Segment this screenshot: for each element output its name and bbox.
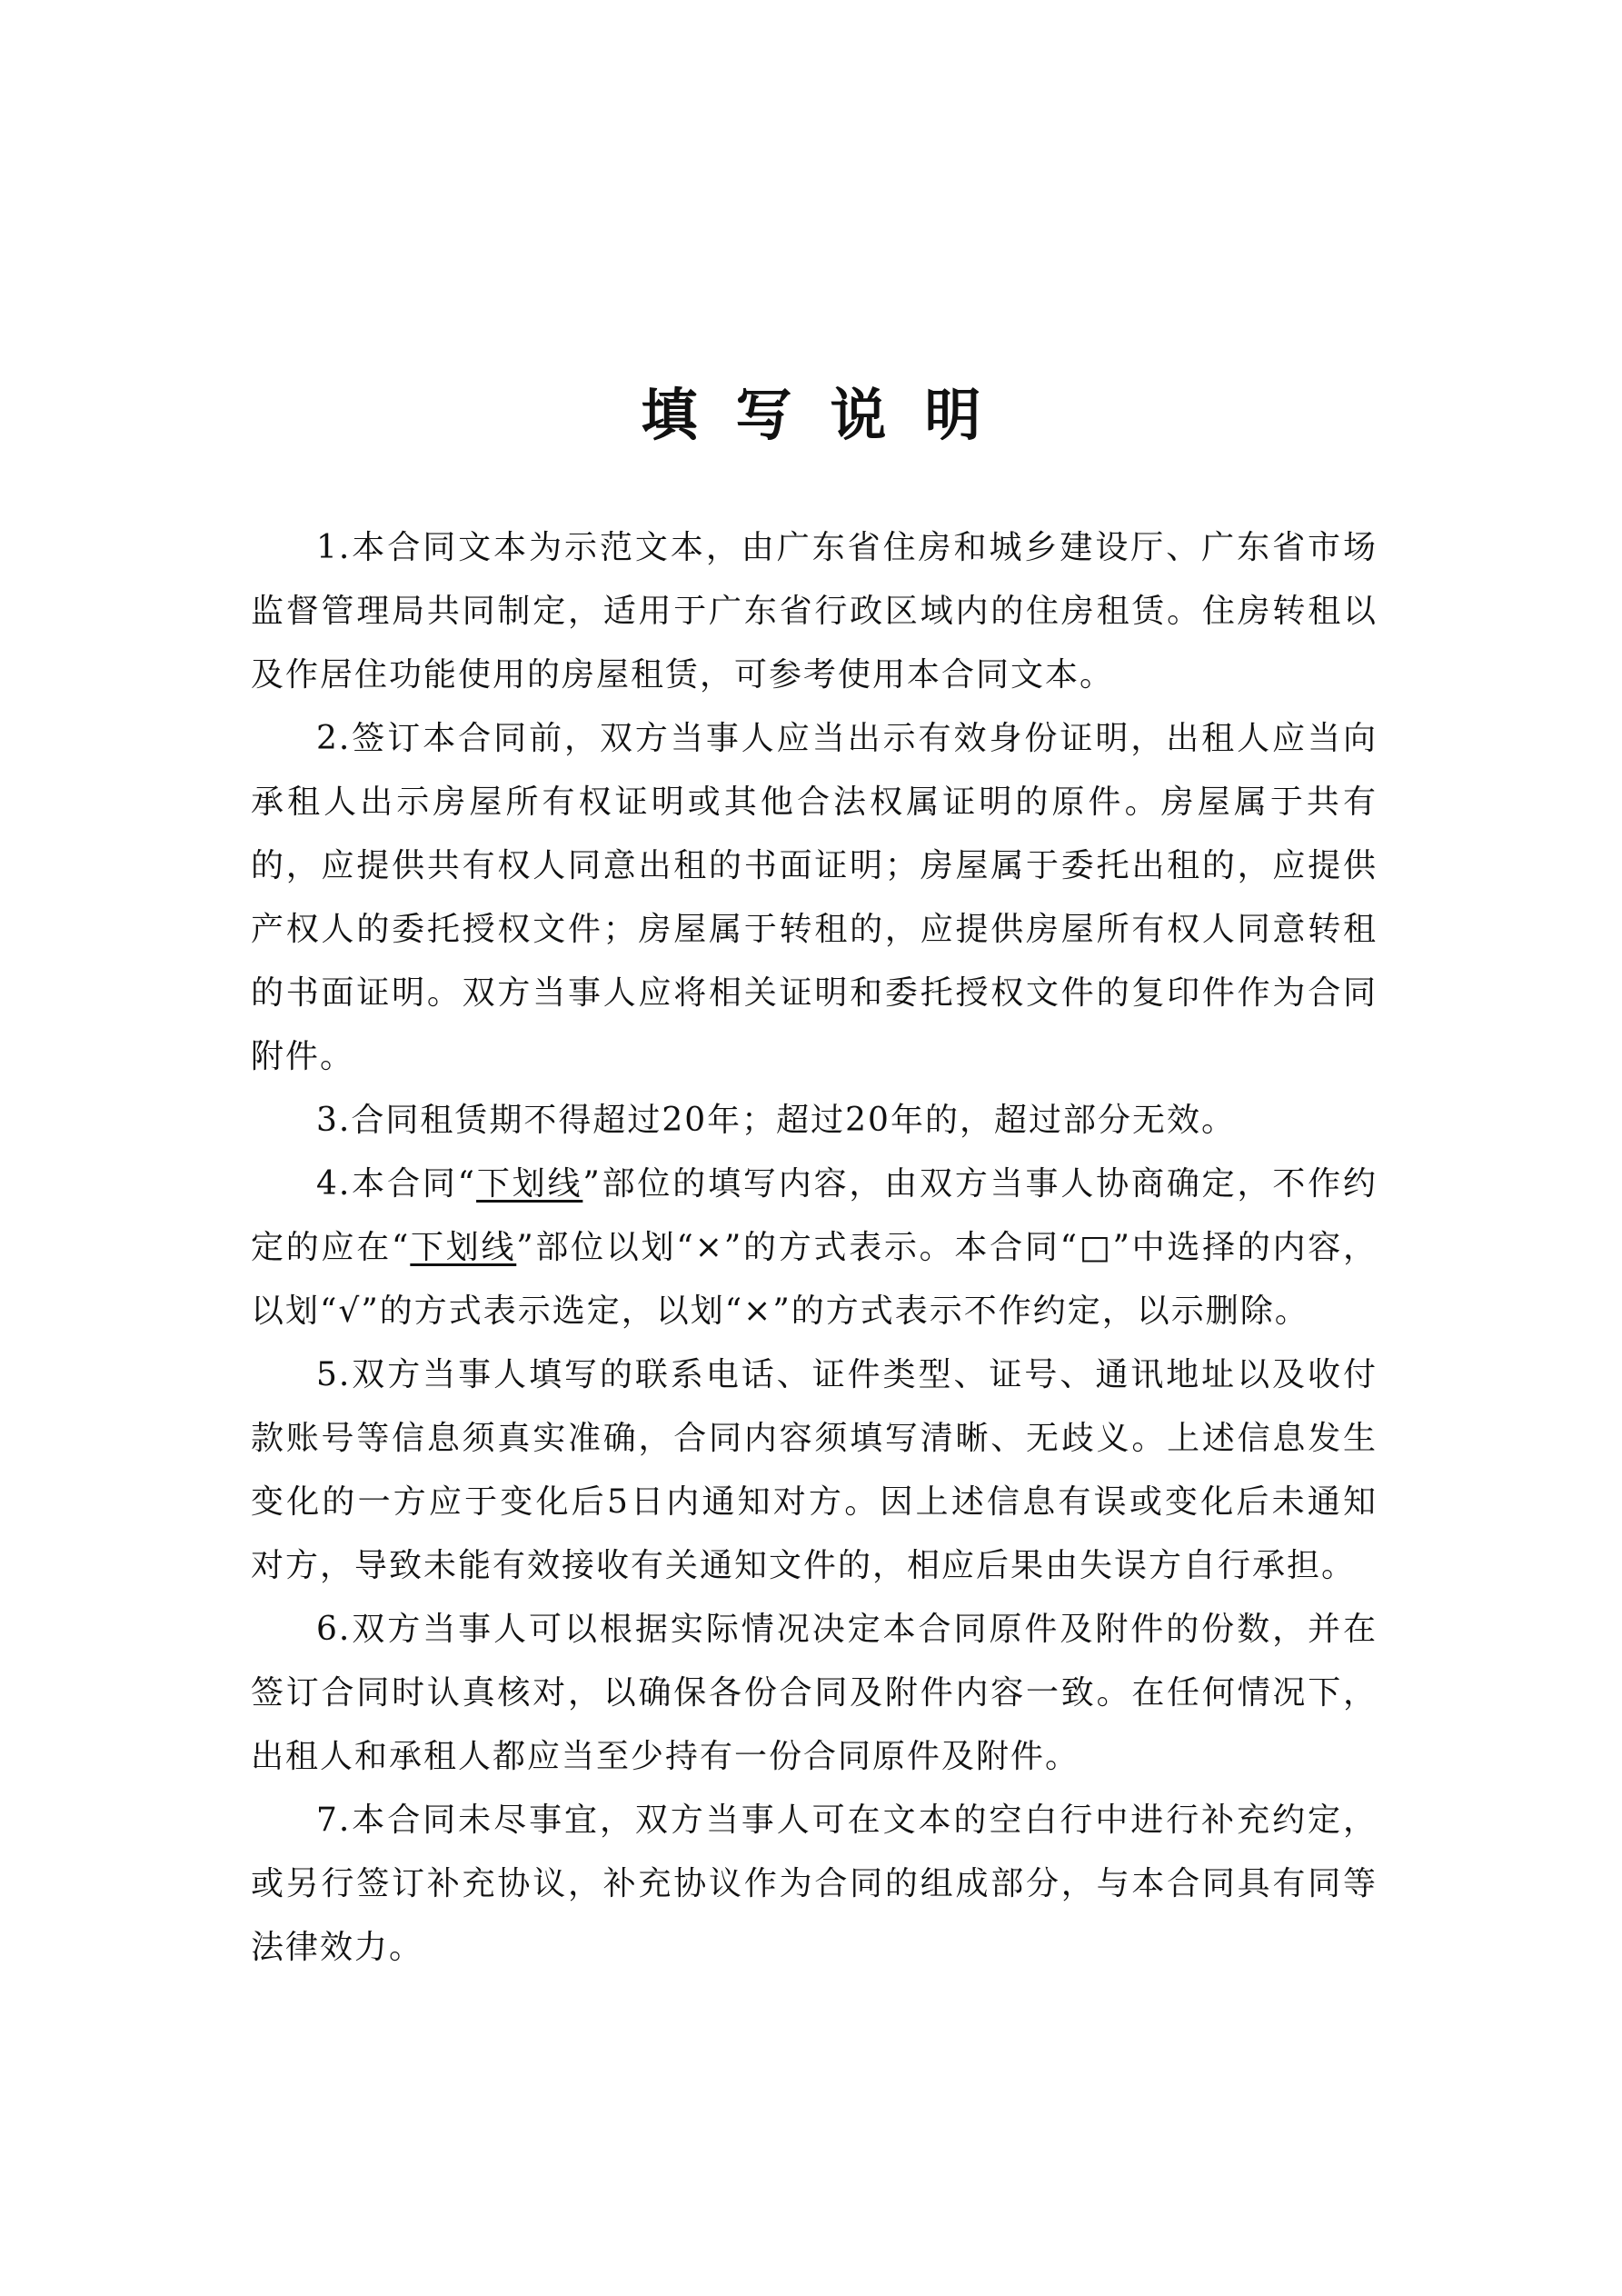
instruction-paragraph-1: 1.本合同文本为示范文本，由广东省住房和城乡建设厅、广东省市场监督管理局共同制定，适用于广东省行政区域内的住房租赁。住房转租以及作居住功能使用的房屋租赁，可参考使用本合同文本。 xyxy=(251,529,1378,694)
paragraph-4-text-2: ”部位的填写内容，由双方当事人协商确定，不作约定的应在“ xyxy=(251,1165,1378,1266)
instructions-body xyxy=(251,516,1378,1980)
paragraph-4-text-3: ”部位以划“×”的方式表示。本合同“□”中选择的内容，以划“√”的方式表示选定，以划“×”的方式表示不作约定，以示删除。 xyxy=(251,1229,1378,1330)
instruction-paragraph-3: 3.合同租赁期不得超过20年；超过20年的，超过部分无效。 xyxy=(316,1102,1236,1139)
instruction-paragraph-7: 7.本合同未尽事宜，双方当事人可在文本的空白行中进行补充约定，或另行签订补充协议，补充协议作为合同的组成部分，与本合同具有同等法律效力。 xyxy=(251,1802,1378,1966)
instruction-paragraph-2: 2.签订本合同前，双方当事人应当出示有效身份证明，出租人应当向承租人出示房屋所有权证明或其他合法权属证明的原件。房屋属于共有的，应提供共有权人同意出租的书面证明；房屋属于委托出租的，应提供产权人的委托授权文件；房屋属于转租的，应提供房屋所有权人同意转租的书面证明。双方当事人应将相关证明和委托授权文件的复印件作为合同附件。 xyxy=(251,720,1378,1075)
page-title: 填写说明 xyxy=(641,382,1020,448)
paragraph-4-text-1: 4.本合同“ xyxy=(316,1165,477,1203)
underline-term-2: 下划线 xyxy=(410,1229,517,1266)
underline-term-1: 下划线 xyxy=(476,1165,583,1203)
instruction-paragraph-6: 6.双方当事人可以根据实际情况决定本合同原件及附件的份数，并在签订合同时认真核对，以确保各份合同及附件内容一致。在任何情况下，出租人和承租人都应当至少持有一份合同原件及附件。 xyxy=(251,1611,1378,1775)
instruction-paragraph-4 xyxy=(251,1153,1378,1343)
instruction-paragraph-5: 5.双方当事人填写的联系电话、证件类型、证号、通讯地址以及收付款账号等信息须真实准确，合同内容须填写清晰、无歧义。上述信息发生变化的一方应于变化后5日内通知对方。因上述信息有误或变化后未通知对方，导致未能有效接收有关通知文件的，相应后果由失误方自行承担。 xyxy=(251,1356,1378,1584)
